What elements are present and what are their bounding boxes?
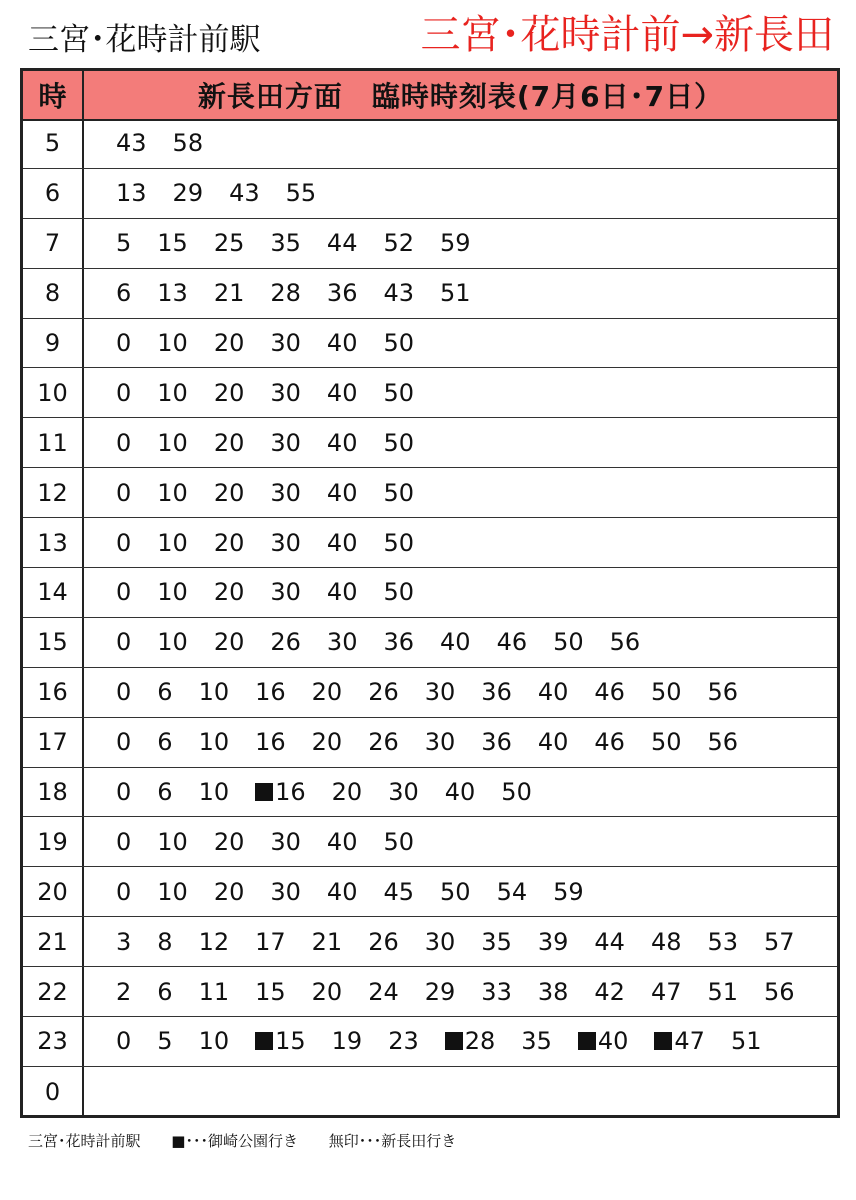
minutes-cell: [84, 219, 837, 268]
table-row: [23, 418, 837, 468]
minute-value: 15: [275, 1027, 306, 1056]
departure-minute: 6: [157, 977, 173, 1006]
departure-minute: 5: [116, 229, 132, 258]
departure-minute: 20: [331, 778, 363, 807]
departure-minute: 0: [116, 877, 132, 906]
departure-minute: 42: [594, 977, 625, 1006]
departure-minute: 50: [383, 528, 415, 557]
departure-minute: 20: [213, 877, 245, 906]
departure-minute: 20: [311, 977, 343, 1006]
departure-minute: 21: [213, 279, 245, 308]
timetable-title: 新長田方面 臨時時刻表(7月6日･7日）: [197, 80, 724, 113]
minutes-cell: [84, 368, 837, 417]
hour-cell: 6: [23, 169, 84, 218]
hour-cell: 23: [23, 1017, 84, 1066]
departure-minute: 56: [764, 977, 795, 1006]
table-row: [23, 219, 837, 269]
departure-minute: 6: [157, 728, 173, 757]
departure-minute: 20: [213, 378, 245, 407]
departure-minute: 55: [285, 179, 317, 208]
departure-minute: 10: [157, 528, 188, 557]
departure-minute: 30: [424, 728, 456, 757]
departure-minute: 26: [368, 927, 399, 956]
departure-minute: 20: [311, 678, 343, 707]
departure-minute: 40: [537, 728, 569, 757]
departure-minute: 30: [270, 329, 301, 357]
departure-minute: 10: [198, 1027, 230, 1056]
departure-minute: 20: [213, 428, 245, 457]
hour-cell: 18: [23, 768, 84, 817]
departure-minute: 12: [198, 927, 230, 956]
departure-minute: 20: [311, 728, 343, 757]
minutes-cell: [84, 768, 837, 817]
minutes-cell: [84, 867, 837, 916]
departure-minute: 58: [172, 129, 204, 158]
minutes-cell: [84, 269, 837, 318]
hour-cell: 11: [23, 418, 84, 467]
departure-minute: 51: [730, 1027, 762, 1056]
departure-minute: 44: [326, 229, 358, 258]
minute-value: 47: [674, 1027, 705, 1056]
departure-minute: 10: [198, 778, 230, 807]
departure-minute: 24: [368, 977, 399, 1006]
departure-minute: 50: [650, 728, 682, 757]
departure-minute: 36: [481, 678, 512, 707]
footer-station: 三宮･花時計前駅: [28, 1132, 141, 1150]
timetable-rows: [23, 119, 837, 1117]
departure-minute: 0: [116, 378, 132, 407]
hour-cell: 21: [23, 917, 84, 966]
departure-minute: 10: [157, 578, 188, 607]
legend-marked: ■･･･御崎公園行き: [171, 1132, 298, 1150]
departure-minute: 50: [383, 478, 415, 507]
departure-minute: 50: [440, 877, 471, 906]
departure-minute: 0: [116, 428, 132, 457]
minutes-cell: [84, 967, 837, 1016]
departure-minute: 20: [213, 578, 245, 607]
departure-minute: 50: [650, 678, 682, 707]
departure-minute: 30: [270, 378, 301, 407]
departure-minute: 26: [270, 628, 301, 657]
page-header: [0, 0, 856, 68]
minutes-cell: [84, 518, 837, 567]
departure-minute: 29: [172, 179, 204, 208]
departure-minute: 6: [157, 678, 173, 707]
departure-minute: [255, 778, 306, 806]
departure-minute: 50: [501, 778, 532, 807]
departure-minute: 43: [116, 129, 147, 158]
departure-minute: 57: [764, 927, 795, 956]
departure-minute: 28: [270, 279, 301, 308]
departure-minute: 56: [707, 678, 739, 707]
table-row: [23, 917, 837, 967]
departure-minute: 30: [270, 877, 301, 906]
minutes-cell: [84, 468, 837, 517]
departure-minute: 25: [213, 229, 245, 258]
minutes-cell: [84, 319, 837, 368]
departure-minute: 40: [326, 578, 358, 607]
departure-minute: 50: [383, 428, 415, 457]
departure-minute: 52: [383, 229, 415, 258]
timetable: [20, 68, 840, 1118]
departure-minute: 0: [116, 1027, 132, 1056]
departure-minute: 3: [116, 927, 132, 956]
departure-minute: 54: [496, 877, 528, 906]
departure-minute: 45: [383, 877, 415, 906]
departure-minute: 16: [255, 728, 286, 757]
departure-minute: 30: [270, 528, 301, 557]
departure-minute: 30: [424, 927, 456, 956]
departure-minute: 5: [157, 1027, 173, 1056]
departure-minute: 40: [326, 428, 358, 457]
departure-minute: [654, 1027, 705, 1055]
departure-minute: 6: [116, 279, 132, 308]
minutes-cell: [84, 718, 837, 767]
table-row: [23, 518, 837, 568]
table-row: [23, 368, 837, 418]
departure-minute: 8: [157, 927, 173, 956]
departure-minute: 30: [388, 778, 419, 807]
table-row: [23, 817, 837, 867]
departure-minute: 2: [116, 977, 132, 1006]
departure-minute: 17: [255, 927, 286, 956]
departure-minute: 29: [424, 977, 456, 1006]
hour-cell: 13: [23, 518, 84, 567]
minute-value: 40: [597, 1027, 629, 1056]
departure-minute: 20: [213, 827, 245, 856]
departure-minute: 36: [383, 628, 415, 657]
departure-minute: 44: [594, 927, 625, 956]
departure-minute: 13: [157, 279, 188, 308]
departure-minute: 13: [116, 179, 147, 208]
departure-minute: [578, 1027, 629, 1055]
departure-minute: 30: [270, 428, 301, 457]
departure-minute: 46: [594, 728, 625, 757]
departure-minute: 0: [116, 628, 132, 657]
departure-minute: 56: [609, 628, 641, 657]
departure-minute: 30: [270, 578, 301, 607]
misaki-park-marker-icon: [654, 1032, 672, 1050]
table-row: [23, 768, 837, 818]
departure-minute: 50: [383, 578, 415, 607]
hour-cell: 9: [23, 319, 84, 368]
table-row: [23, 1017, 837, 1067]
departure-minute: 0: [116, 728, 132, 757]
departure-minute: 11: [198, 977, 230, 1006]
departure-minute: 40: [326, 528, 358, 557]
departure-minute: 35: [521, 1027, 552, 1056]
departure-minute: 50: [383, 329, 415, 357]
departure-minute: 30: [270, 478, 301, 507]
misaki-park-marker-icon: [255, 1032, 273, 1050]
departure-minute: 40: [326, 877, 358, 906]
hour-cell: 12: [23, 468, 84, 517]
footer-legend: [28, 1130, 482, 1152]
table-row: [23, 468, 837, 518]
departure-minute: 15: [157, 229, 188, 258]
departure-minute: 10: [157, 378, 188, 407]
minutes-cell: [84, 1067, 837, 1117]
departure-minute: 33: [481, 977, 512, 1006]
minutes-cell: [84, 568, 837, 617]
departure-minute: 46: [594, 678, 625, 707]
table-row: [23, 718, 837, 768]
departure-minute: 38: [537, 977, 569, 1006]
table-row: [23, 668, 837, 718]
departure-minute: 0: [116, 578, 132, 607]
hour-cell: 14: [23, 568, 84, 617]
departure-minute: 30: [326, 628, 358, 657]
departure-minute: 39: [537, 927, 569, 956]
departure-minute: 48: [650, 927, 682, 956]
departure-minute: 40: [326, 478, 358, 507]
departure-minute: 30: [270, 827, 301, 856]
departure-minute: 43: [383, 279, 415, 308]
hour-cell: 16: [23, 668, 84, 717]
table-row: [23, 1067, 837, 1117]
route-title: 三宮･花時計前→新長田: [420, 12, 834, 58]
misaki-park-marker-icon: [255, 783, 273, 801]
departure-minute: 20: [213, 528, 245, 557]
minutes-cell: [84, 618, 837, 667]
station-name: 三宮･花時計前駅: [28, 22, 261, 58]
departure-minute: 35: [481, 927, 512, 956]
departure-minute: 50: [553, 628, 584, 657]
minutes-cell: [84, 817, 837, 866]
table-row: [23, 867, 837, 917]
departure-minute: 40: [537, 678, 569, 707]
departure-minute: [255, 1027, 306, 1055]
hour-cell: 10: [23, 368, 84, 417]
departure-minute: 30: [424, 678, 456, 707]
minutes-cell: [84, 119, 837, 168]
hour-cell: 15: [23, 618, 84, 667]
hour-cell: 0: [23, 1067, 84, 1117]
hour-cell: 7: [23, 219, 84, 268]
minutes-cell: [84, 668, 837, 717]
departure-minute: 10: [157, 329, 188, 357]
departure-minute: 40: [444, 778, 476, 807]
departure-minute: 51: [440, 279, 471, 308]
minute-value: 16: [275, 778, 306, 807]
hour-cell: 20: [23, 867, 84, 916]
departure-minute: 20: [213, 329, 245, 357]
table-row: [23, 169, 837, 219]
minute-value: 28: [464, 1027, 496, 1056]
departure-minute: 43: [229, 179, 260, 208]
table-row: [23, 568, 837, 618]
departure-minute: 59: [553, 877, 584, 906]
table-row: [23, 618, 837, 668]
table-row: [23, 319, 837, 369]
minutes-cell: [84, 1017, 837, 1066]
hour-cell: 19: [23, 817, 84, 866]
departure-minute: 47: [650, 977, 682, 1006]
legend-unmarked: 無印･･･新長田行き: [328, 1132, 457, 1150]
departure-minute: 10: [198, 678, 230, 707]
departure-minute: 26: [368, 678, 399, 707]
table-header-row: [23, 71, 837, 121]
departure-minute: 10: [157, 478, 188, 507]
table-row: [23, 269, 837, 319]
departure-minute: 40: [326, 827, 358, 856]
departure-minute: 0: [116, 528, 132, 557]
departure-minute: 16: [255, 678, 286, 707]
departure-minute: 53: [707, 927, 739, 956]
departure-minute: 50: [383, 378, 415, 407]
departure-minute: 10: [198, 728, 230, 757]
departure-minute: 10: [157, 877, 188, 906]
departure-minute: 40: [440, 628, 471, 657]
departure-minute: 6: [157, 778, 173, 807]
departure-minute: 10: [157, 827, 188, 856]
hour-cell: 17: [23, 718, 84, 767]
departure-minute: 21: [311, 927, 343, 956]
hour-column-header: 時: [23, 71, 84, 119]
departure-minute: [445, 1027, 496, 1055]
departure-minute: 40: [326, 329, 358, 357]
departure-minute: 59: [440, 229, 471, 258]
departure-minute: 46: [496, 628, 528, 657]
minutes-cell: [84, 917, 837, 966]
departure-minute: 36: [481, 728, 512, 757]
departure-minute: 40: [326, 378, 358, 407]
table-row: [23, 967, 837, 1017]
departure-minute: 20: [213, 628, 245, 657]
hour-cell: 22: [23, 967, 84, 1016]
misaki-park-marker-icon: [578, 1032, 596, 1050]
departure-minute: 26: [368, 728, 399, 757]
departure-minute: 10: [157, 428, 188, 457]
departure-minute: 0: [116, 329, 132, 357]
departure-minute: 0: [116, 678, 132, 707]
departure-minute: 36: [326, 279, 358, 308]
minutes-cell: [84, 418, 837, 467]
departure-minute: 56: [707, 728, 739, 757]
minutes-cell: [84, 169, 837, 218]
departure-minute: 20: [213, 478, 245, 507]
hour-cell: 5: [23, 119, 84, 168]
departure-minute: 50: [383, 827, 415, 856]
departure-minute: 19: [331, 1027, 363, 1056]
departure-minute: 15: [255, 977, 286, 1006]
departure-minute: 0: [116, 827, 132, 856]
departure-minute: 23: [388, 1027, 419, 1056]
departure-minute: 0: [116, 478, 132, 507]
hour-cell: 8: [23, 269, 84, 318]
departure-minute: 35: [270, 229, 301, 258]
departure-minute: 10: [157, 628, 188, 657]
misaki-park-marker-icon: [445, 1032, 463, 1050]
table-row: [23, 119, 837, 169]
departure-minute: 51: [707, 977, 739, 1006]
departure-minute: 0: [116, 778, 132, 807]
